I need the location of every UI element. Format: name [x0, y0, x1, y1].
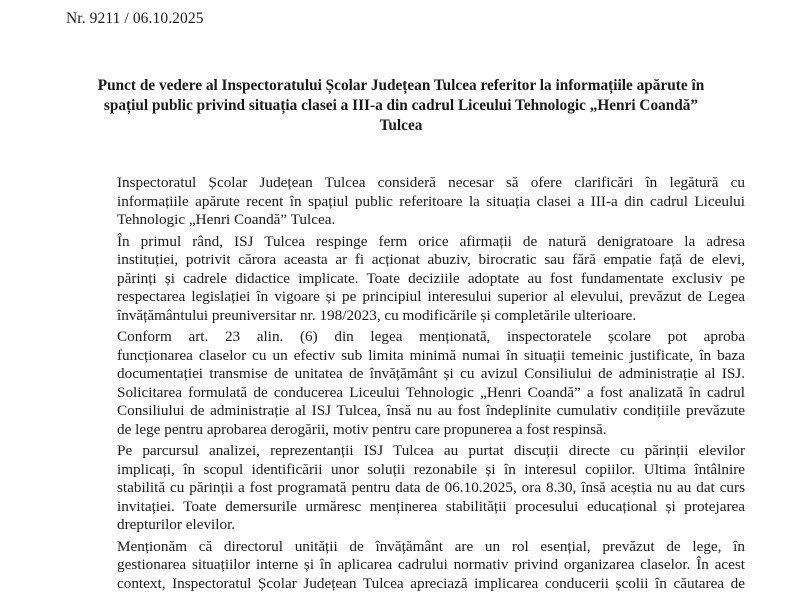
paragraph-line: funcționarea claselor cu un efectiv sub limita minimă numai în situații temeinic justificate, în baza	[117, 346, 745, 364]
paragraph-line: invitației. Toate demersurile urmăresc menținerea stabilității procesului educațional și protejarea	[117, 497, 745, 515]
document-number: Nr. 9211 / 06.10.2025	[66, 10, 204, 27]
document-title	[60, 76, 742, 136]
paragraph-line: documentației transmise de unitatea de învățământ și cu avizul Consiliului de administrație al ISJ.	[117, 365, 745, 382]
paragraph-line: părinți și cadrele didactice implicate. Toate deciziile adoptate au fost fundamentate exclusiv pe	[117, 269, 745, 287]
paragraph-line: Menționăm că directorul unității de învățământ are un rol esențial, prevăzut de lege, în	[117, 537, 745, 555]
paragraph-line: de lege pentru aprobarea derogării, motiv pentru care propunerea a fost respinsă.	[117, 420, 607, 438]
paragraph-line: informațiile apărute recent în spațiul public referitoare la situația clasei a III-a din cadrul Liceului	[117, 192, 745, 210]
paragraph-line: Pe parcursul analizei, reprezentanții ISJ Tulcea au purtat discuții directe cu părinții elevilor	[117, 442, 745, 459]
paragraph-rejection	[65, 233, 745, 326]
paragraph-line: implicați, în scopul identificării unor soluții rezonabile și în interesul copiilor. Ultima întâlnire	[117, 460, 745, 478]
paragraph-legal-basis	[65, 328, 745, 439]
paragraph-line: stabilită cu părinții a fost programată pentru data de 06.10.2025, ora 8.30, însă aceștia nu au dat curs	[117, 479, 745, 496]
paragraph-director-role	[65, 538, 745, 594]
paragraph-line: În primul rând, ISJ Tulcea respinge ferm orice afirmații de natură denigratoare la adresa	[117, 232, 745, 250]
paragraph-clarifications	[65, 174, 745, 230]
paragraph-line: Inspectoratul Școlar Județean Tulcea consideră necesar să ofere clarificări în legătură cu	[117, 174, 745, 191]
paragraph-line: gestionarea situațiilor interne și în aplicarea cadrului normativ privind organizarea claselor. În acest	[117, 556, 745, 573]
title-line: spațiul public privind situația clasei a III-a din cadrul Liceului Tehnologic „Henri Coandă”	[103, 97, 699, 114]
paragraph-line: drepturilor elevilor.	[117, 516, 236, 533]
paragraph-line: context, Inspectoratul Școlar Județean Tulcea apreciază implicarea conducerii școlii în căutarea de	[117, 574, 745, 592]
title-line: Punct de vedere al Inspectoratului Școlar Județean Tulcea referitor la informațiile apărute în	[97, 77, 705, 94]
paragraph-line: instituției, potrivit cărora aceasta ar fi acționat abuziv, birocratic sau fără empatie față de elevi,	[117, 251, 745, 268]
paragraph-line: Conform art. 23 alin. (6) din legea menționată, inspectoratele școlare pot aproba	[117, 328, 745, 345]
document-body	[65, 174, 745, 596]
paragraph-line: Tehnologic „Henri Coandă” Tulcea.	[117, 211, 336, 228]
paragraph-parent-discussions	[65, 442, 745, 535]
title-line: Tulcea	[379, 117, 423, 134]
paragraph-line: Solicitarea formulată de conducerea Liceului Tehnologic „Henri Coandă” a fost analizată în cadrul	[117, 383, 745, 401]
paragraph-line: respectarea legislației în vigoare și pe principiul interesului superior al elevului, prevăzut de Legea	[117, 288, 745, 305]
paragraph-line: învățământului preuniversitar nr. 198/2023, cu modificările și completările ulterioare.	[117, 306, 637, 324]
paragraph-line: Consiliului de administrație al ISJ Tulcea, însă nu au fost îndeplinite cumulativ condițiile prevăzute	[117, 402, 745, 419]
